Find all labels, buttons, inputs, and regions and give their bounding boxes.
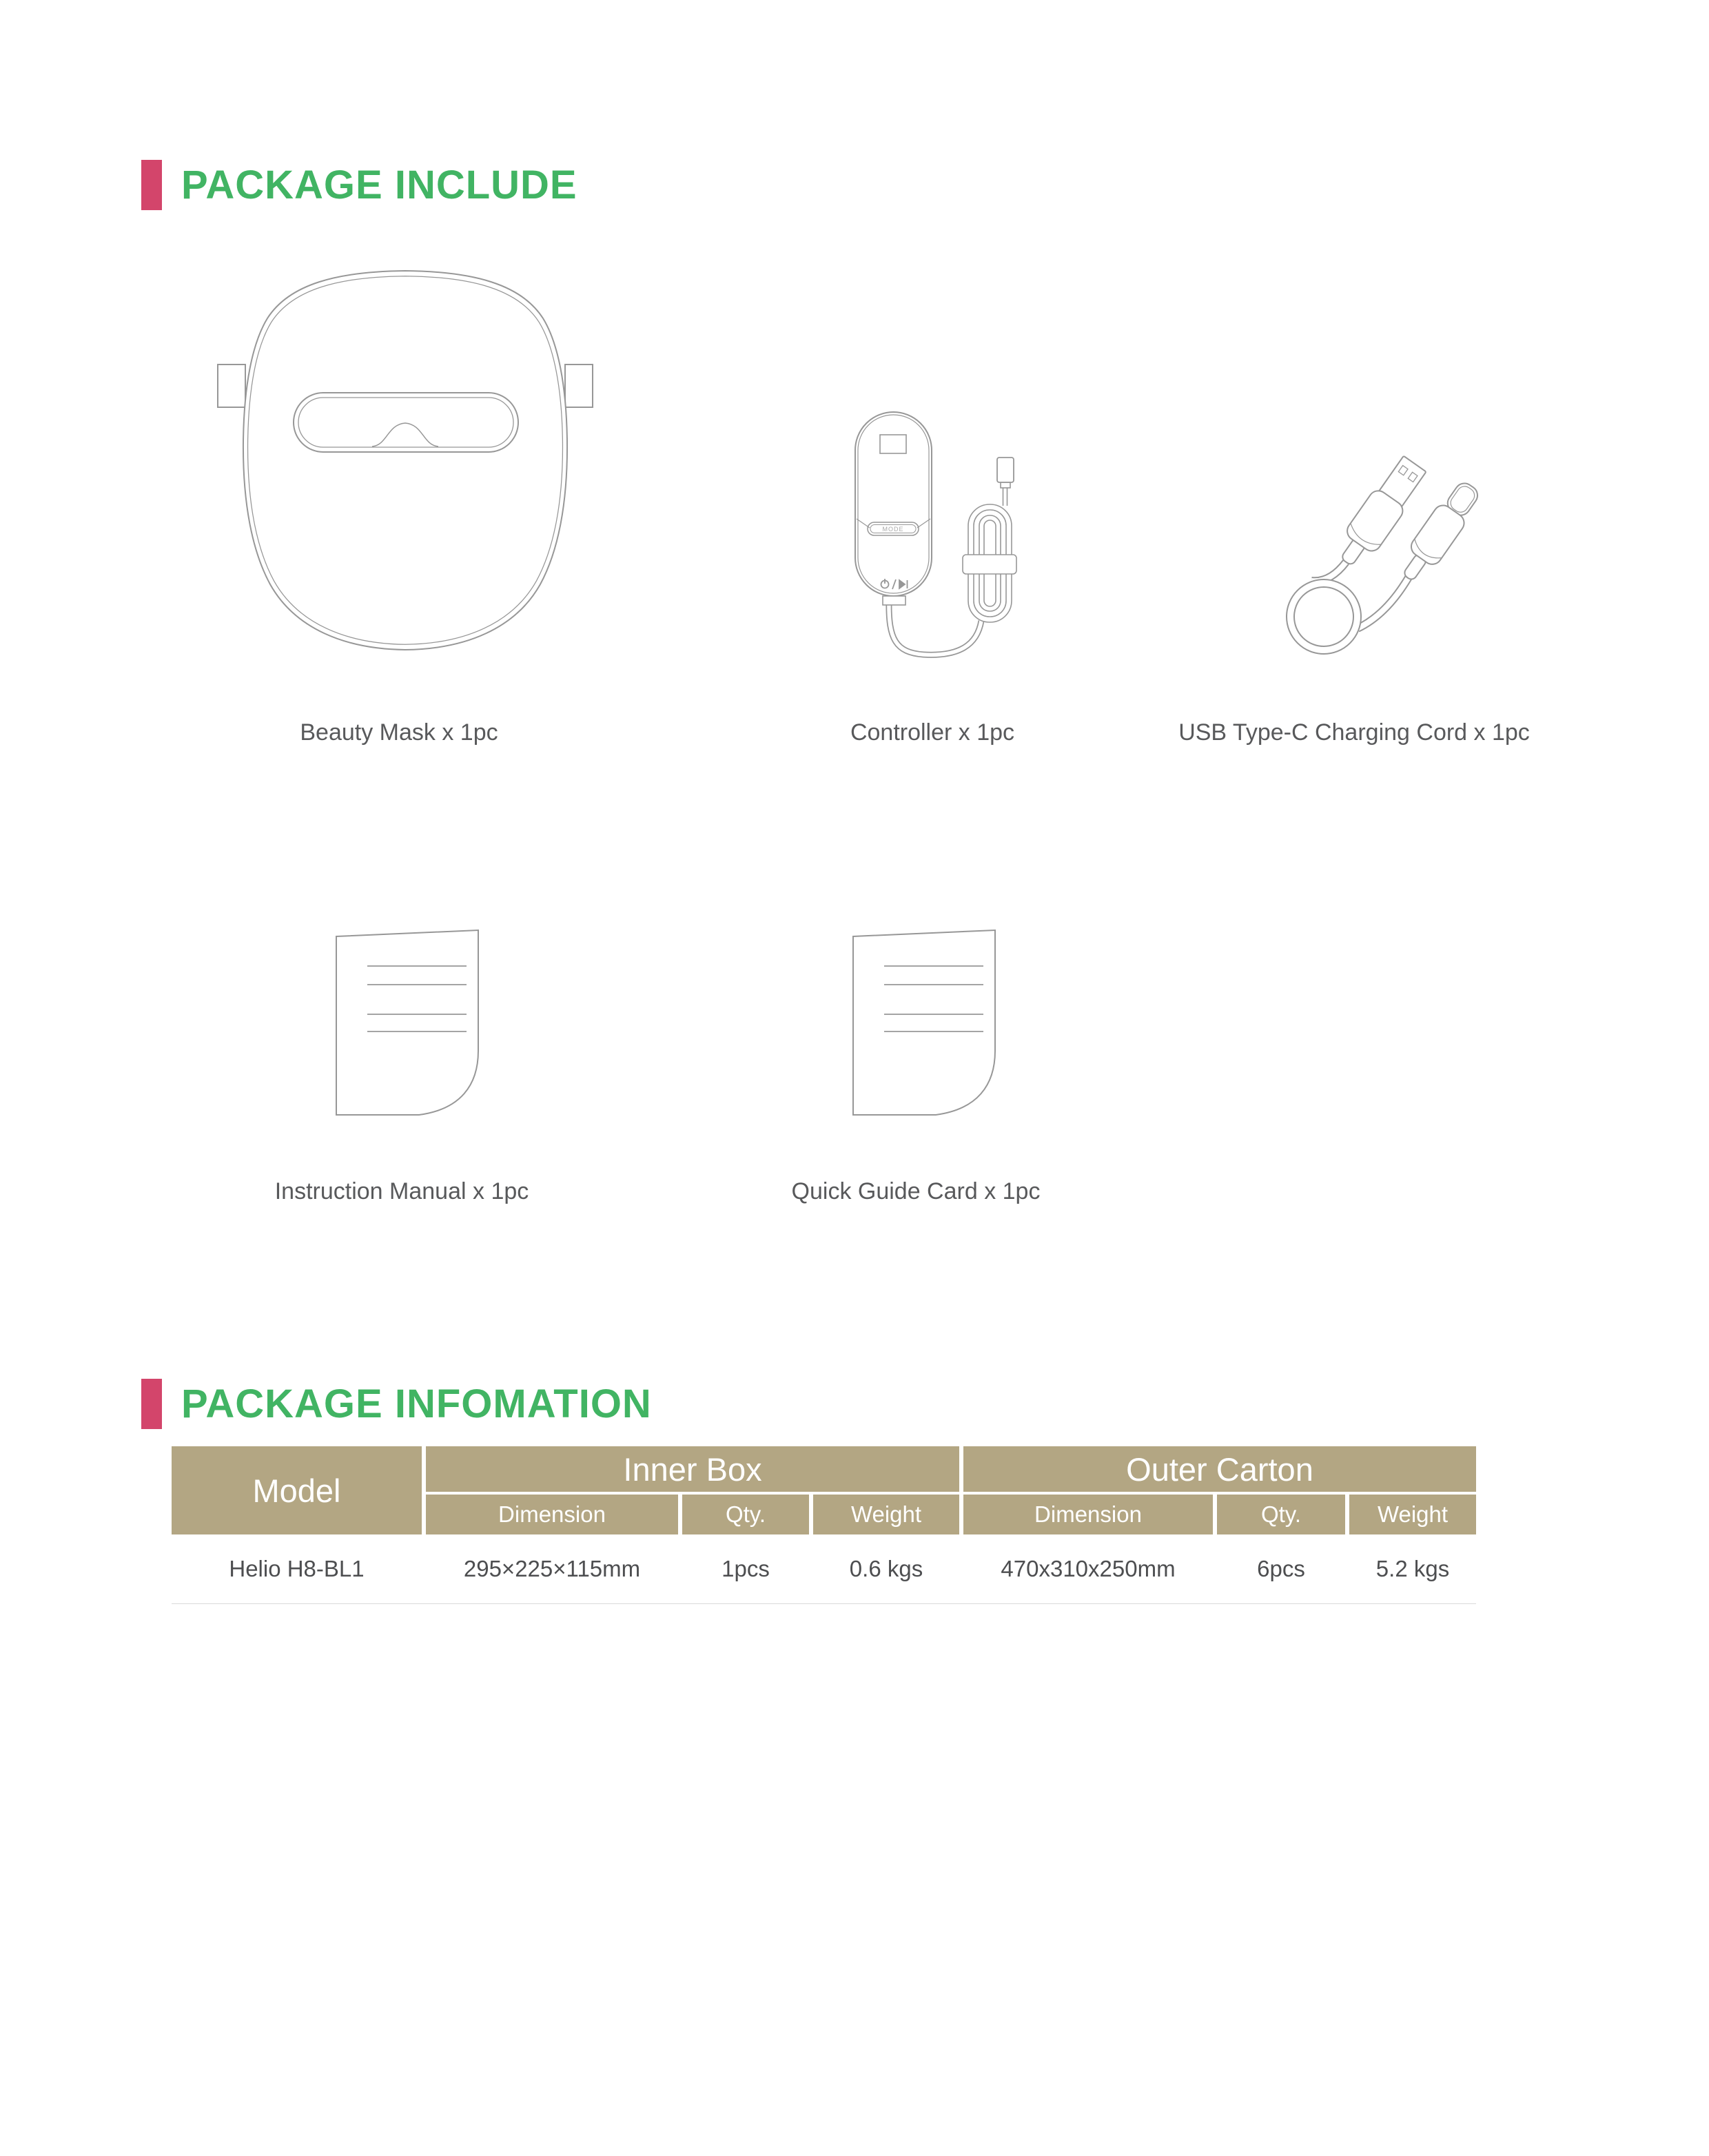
table-header bbox=[172, 1446, 1476, 1534]
caption-beauty-mask: Beauty Mask x 1pc bbox=[300, 719, 498, 746]
controller-drawing bbox=[855, 412, 1016, 655]
cell-inner-dimension: 295×225×115mm bbox=[463, 1556, 641, 1581]
section-title-package-information: PACKAGE INFOMATION bbox=[181, 1382, 652, 1426]
caption-controller: Controller x 1pc bbox=[850, 719, 1015, 746]
usb-cord-drawing bbox=[1291, 453, 1486, 650]
table-subheader-inner-weight: Weight bbox=[813, 1495, 959, 1534]
cell-inner-weight: 0.6 kgs bbox=[849, 1556, 923, 1581]
caption-instruction-manual: Instruction Manual x 1pc bbox=[274, 1178, 529, 1204]
table-subheader-outer-weight: Weight bbox=[1349, 1495, 1476, 1534]
table-subheader-inner-qty: Qty. bbox=[682, 1495, 809, 1534]
table-header-inner-box: Inner Box bbox=[426, 1446, 959, 1492]
table-subheader-outer-qty: Qty. bbox=[1217, 1495, 1345, 1534]
table-subheader-outer-dimension: Dimension bbox=[963, 1495, 1213, 1534]
cell-model: Helio H8-BL1 bbox=[229, 1556, 365, 1581]
table-subheader-inner-dimension: Dimension bbox=[426, 1495, 678, 1534]
cell-outer-dimension: 470x310x250mm bbox=[1001, 1556, 1176, 1581]
table-row bbox=[172, 1534, 1476, 1604]
cell-inner-qty: 1pcs bbox=[722, 1556, 770, 1581]
table-header-outer-carton: Outer Carton bbox=[963, 1446, 1476, 1492]
table-header-model: Model bbox=[172, 1446, 422, 1534]
beauty-mask-drawing bbox=[218, 271, 593, 650]
package-information-table bbox=[172, 1446, 1476, 1604]
caption-quick-guide-card: Quick Guide Card x 1pc bbox=[791, 1178, 1041, 1204]
quick-guide-card-drawing bbox=[853, 930, 995, 1115]
controller-mode-button-label: MODE bbox=[882, 526, 904, 533]
cell-outer-qty: 6pcs bbox=[1257, 1556, 1305, 1581]
section-title-package-include: PACKAGE INCLUDE bbox=[181, 163, 577, 207]
caption-usb-cord: USB Type-C Charging Cord x 1pc bbox=[1178, 719, 1530, 746]
cell-outer-weight: 5.2 kgs bbox=[1375, 1556, 1450, 1581]
section-accent-bar bbox=[141, 1379, 162, 1429]
instruction-manual-drawing bbox=[336, 930, 478, 1115]
